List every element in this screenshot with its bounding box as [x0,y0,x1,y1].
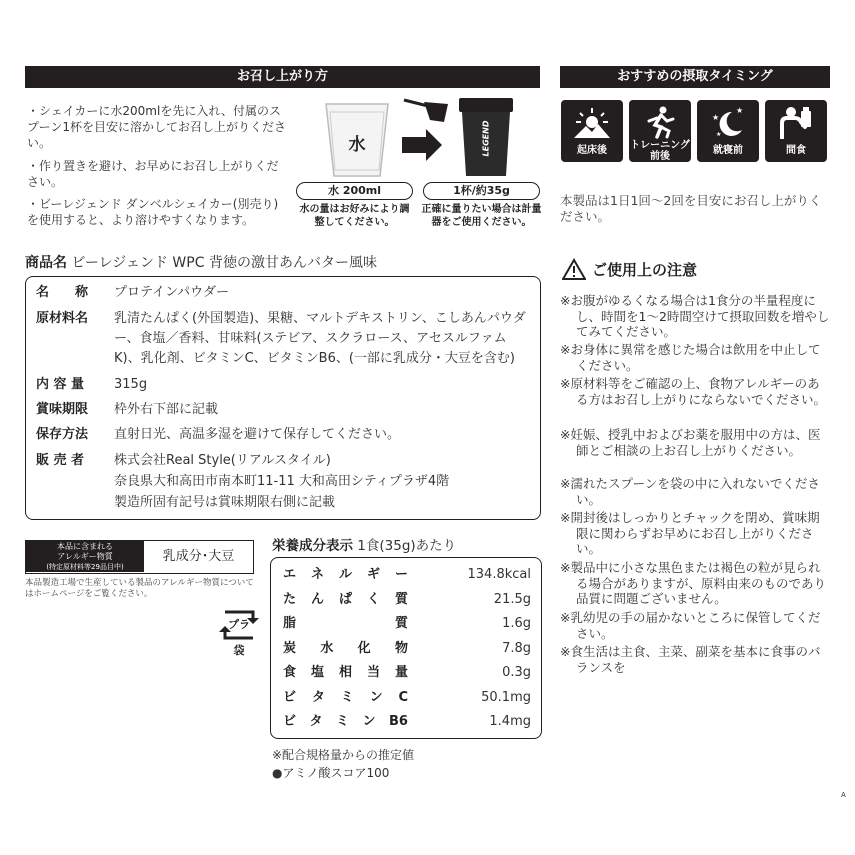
product-value-seller-address: 奈良県大和高田市南本町11-11 大和高田シティプラザ4階 [114,474,450,489]
nutrition-label-char: ビ [283,689,297,705]
warning-icon [562,258,586,280]
caution-item-2: ※お身体に異常を感じた場合は飲用を中止してください。 [560,342,821,373]
recycle-sub: 袋 [233,644,245,657]
nutrition-value: 0.3g [502,665,531,680]
product-info-box [25,276,541,520]
product-row-content [36,375,532,395]
nutrition-label-char: ー [394,567,408,582]
corner-mark: A [841,791,846,799]
nutrition-label-char: た [283,591,297,607]
product-row-name [36,283,532,303]
nutrition-label-char: ん [310,591,324,607]
timing-tile-snack [765,100,827,162]
nutrition-value: 50.1mg [481,689,531,705]
product-heading-value: ビーレジェンド WPC 背徳の激甘あんバター風味 [71,255,377,271]
product-value-seller-code: 製造所固有記号は賞味期限右側に記載 [114,495,336,510]
scoop-arrow [398,92,458,162]
nutrition-label-char: ン [362,714,376,729]
recycle-text: プラ [228,618,250,631]
nutrition-label-char: 物 [394,640,408,656]
nutrition-label-char: 水 [320,640,334,656]
shaker-illustration [456,96,516,178]
svg-text:★: ★ [716,131,722,138]
caution-item-3: ※原材料等をご確認の上、食物アレルギーのある方はお召し上がりにならないでください。 [560,376,827,407]
product-label-storage: 保存方法 [36,427,89,442]
caution-item-1: ※お腹がゆるくなる場合は1食分の半量程度にし、時間を1〜2時間空けて摂取回数を増やしてみてください。 [560,293,830,339]
nutrition-label [283,686,408,710]
product-row-seller [36,450,532,513]
scoop-icon [398,92,458,162]
caution-item-8: ※乳幼児の手の届かないところに保管してください。 [560,610,821,641]
timing-tile-wakeup [561,100,623,162]
timing-title: おすすめの摂取タイミング [617,69,773,84]
timing-tile-bedtime [697,100,759,162]
nutrition-label-char: タ [311,689,325,705]
svg-text:★: ★ [712,113,720,122]
product-heading-label: 商品名 [25,255,67,271]
product-row-storage [36,425,532,445]
shaker-logo: LEGEND [481,120,491,157]
nutrition-label-char: 量 [394,665,408,680]
nutrition-footnote-2: ●アミノ酸スコア100 [272,766,390,780]
product-value-name: プロテインパウダー [114,285,230,300]
nutrition-label-char: 食 [283,665,297,680]
nutrition-row [283,588,531,612]
nutrition-label-char: ぱ [338,591,352,607]
timing-label-training-2: 前後 [650,151,670,162]
nutrition-label-char: ギ [366,567,380,582]
product-heading [25,253,540,273]
nutrition-label-char: ミ [336,714,350,729]
svg-text:★: ★ [736,106,744,115]
nutrition-label [283,588,408,612]
nutrition-serving: 1食(35g)あたり [357,538,457,554]
nutrition-label-char: ン [369,689,383,705]
timing-label-training-1: トレーニング [630,140,690,151]
allergen-box [25,540,254,574]
nutrition-label [283,563,408,587]
product-value-ingredients: 乳清たんぱく(外国製造)、果糖、マルトデキストリン、こしあんパウダー、食塩／香料、甘味料(ステビア、スクラロース、アセスルファムK)、乳化剤、ビタミンC、ビタミンB6、(一部に乳成分・大豆を含む) [114,311,526,366]
nutrition-label-char: エ [283,567,297,582]
cup-label: 水 [348,135,366,155]
product-value-seller: 株式会社Real Style(リアルスタイル) [114,453,331,468]
sunrise-icon [572,106,612,140]
nutrition-label-char: 炭 [283,640,297,656]
product-label-seller: 販 売 者 [36,453,85,468]
nutrition-label-char: 脂 [283,616,297,631]
allergen-note: 本品製造工場で生産している製品のアレルギー物質についてはホームページをご覧ください。 [25,578,254,599]
nutrition-label-char: タ [309,714,323,729]
water-cup-illustration [322,100,392,180]
timing-note: 本製品は1日1回〜2回を目安にお召し上がりください。 [560,193,822,224]
nutrition-label-char: 相 [338,665,352,680]
nutrition-label-char: 塩 [310,665,324,680]
product-row-expiry [36,400,532,420]
nutrition-label-char: く [366,591,380,607]
running-icon [643,105,677,139]
nutrition-label-char: ル [338,567,352,582]
nutrition-label [283,612,408,636]
nutrition-row [283,710,531,734]
howto-title-bar [25,66,540,88]
nutrition-label-char: ミ [340,689,354,705]
product-label-expiry: 賞味期限 [36,402,89,417]
timing-label-wakeup: 起床後 [577,145,607,156]
nutrition-heading [272,537,542,555]
water-amount-pill: 水 200ml [296,182,413,200]
nutrition-label-char: 当 [366,665,380,680]
nutrition-value: 1.4mg [489,714,531,729]
nutrition-label [283,661,408,685]
allergen-label-line-2: アレルギー物質 [57,552,113,561]
timing-tile-training [629,100,691,162]
nutrition-value: 7.8g [502,640,531,656]
nutrition-row [283,563,531,587]
scoop-amount-pill: 1杯/約35g [423,182,540,200]
scoop-note: 正確に量りたい場合は計量器をご使用ください。 [421,204,542,228]
nutrition-label-char: 質 [394,591,408,607]
nutrition-label [283,710,408,734]
nutrition-row [283,637,531,661]
product-label-name: 名 称 [36,285,89,300]
product-value-storage: 直射日光、高温多湿を避けて保存してください。 [114,427,401,442]
nutrition-row [283,661,531,685]
product-row-ingredients [36,309,532,369]
product-value-content: 315g [114,377,148,392]
caution-item-9: ※食生活は主食、主菜、副菜を基本に食事のバランスを [560,644,821,675]
moon-icon [708,104,748,140]
timing-label-snack: 間食 [786,145,806,156]
nutrition-row [283,686,531,710]
allergen-label [26,541,144,572]
caution-title: ご使用上の注意 [592,261,698,279]
nutrition-title: 栄養成分表示 [272,538,353,554]
nutrition-row [283,612,531,636]
caution-item-7: ※製品中に小さな黒色または褐色の粒が見られる場合がありますが、原料由来のものであり品質に問題ございません。 [560,560,827,606]
nutrition-label-char: 質 [394,616,408,631]
nutrition-label-char: ネ [310,567,324,582]
product-value-expiry: 枠外右下部に記載 [114,402,219,417]
nutrition-value: 134.8kcal [467,567,531,582]
howto-step-3: ・ビーレジェンド ダンベルシェイカー(別売り)を使用すると、より溶けやすくなります。 [27,197,279,227]
water-note: 水の量はお好みにより調整してください。 [299,204,410,228]
caution-item-4: ※妊娠、授乳中およびお薬を服用中の方は、医師とご相談の上お召し上がりください。 [560,427,821,458]
nutrition-label-char: B6 [389,714,408,729]
allergen-label-line-1: 本品に含まれる [57,542,113,551]
product-label-ingredients: 原材料名 [36,311,89,326]
allergen-label-line-3: (特定原材料等29品目中) [46,563,124,571]
howto-title: お召し上がり方 [236,69,328,84]
nutrition-value: 21.5g [493,591,531,607]
nutrition-label-char: ビ [283,714,297,729]
nutrition-table [270,557,542,739]
nutrition-label-char: C [398,689,408,705]
recycle-mark [219,608,259,656]
caution-item-5: ※濡れたスプーンを袋の中に入れないでください。 [560,476,820,507]
timing-label-bedtime: 就寝前 [713,145,743,156]
snack-icon [777,105,815,139]
nutrition-footnote-1: ※配合規格量からの推定値 [272,748,415,762]
nutrition-label-char: 化 [357,640,371,656]
timing-title-bar [560,66,830,88]
howto-step-2: ・作り置きを避け、お早めにお召し上がりください。 [27,159,279,189]
caution-item-6: ※開封後はしっかりとチャックを閉め、賞味期限に関わらずお早めにお召し上がりください。 [560,510,820,556]
nutrition-value: 1.6g [502,616,531,631]
howto-step-1: ・シェイカーに水200mlを先に入れ、付属のスプーン1杯を目安に溶かしてお召し上がりください。 [27,104,287,150]
allergen-value: 乳成分･大豆 [162,549,235,564]
caution-heading [560,256,832,282]
product-label-content: 内 容 量 [36,377,85,392]
nutrition-label [283,637,408,661]
